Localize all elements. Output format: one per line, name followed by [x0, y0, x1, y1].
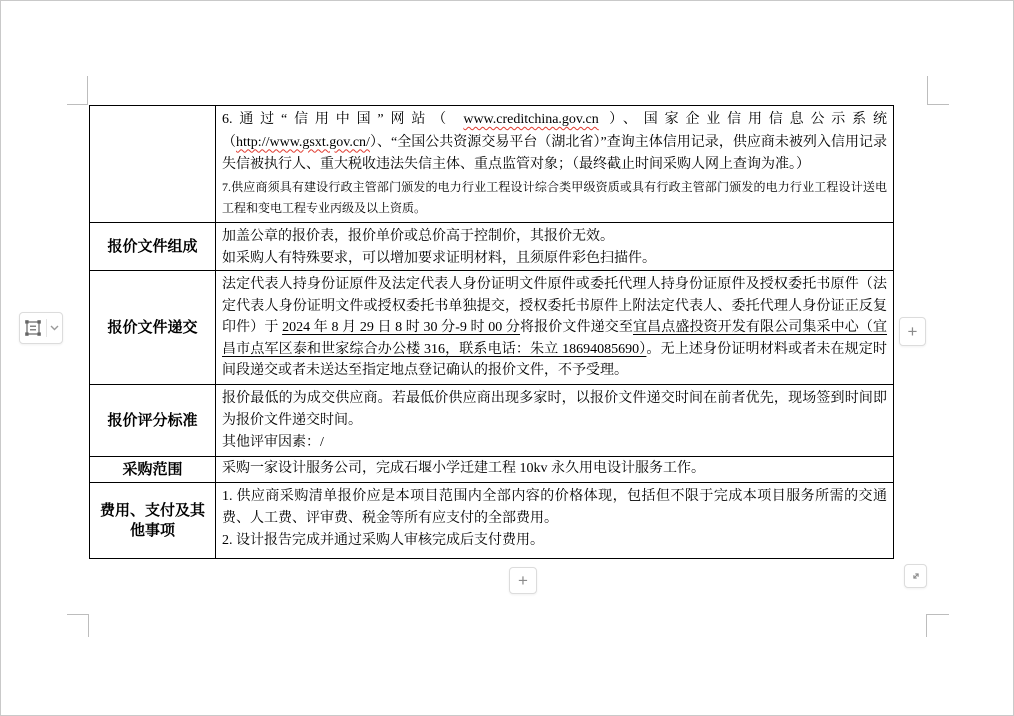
submission-deadline: 2024 年 8 月 29 日 8 时 30 分-9 时 00 分 [282, 320, 521, 335]
paragraph-qualification-requirement: 7.供应商须具有建设行政主管部门颁发的电力行业工程设计综合类甲级资质或具有行政主管部门颁发的电力行业工程设计送电工程和变电工程专业丙级及以上资质。 [222, 179, 887, 215]
creditchina-url: www.creditchina.gov.cn [463, 112, 599, 127]
table-row-quote-submission [90, 271, 893, 385]
row-content[interactable] [216, 483, 893, 558]
page-margin-mark-bottom-left [67, 614, 89, 637]
table-row-fees-payment [90, 483, 893, 558]
page-margin-mark-bottom-right [926, 614, 949, 637]
paragraph: 如采购人有特殊要求，可以增加要求证明材料，且须原件彩色扫描件。 [222, 251, 656, 266]
row-label: 报价文件组成 [90, 223, 216, 270]
paragraph: 1. 供应商采购清单报价应是本项目范围内全部内容的价格体现，包括但不限于完成本项目服务所需的交通费、人工费、评审费、税金等所有应支付的全部费用。 [222, 489, 887, 526]
table-resize-button[interactable] [904, 564, 927, 588]
table-row-procurement-scope [90, 457, 893, 483]
page-margin-mark-top-left [67, 76, 88, 105]
row-content[interactable] [216, 271, 893, 384]
procurement-notice-table [89, 105, 894, 559]
row-content[interactable] [216, 385, 893, 456]
row-content[interactable] [216, 223, 893, 270]
paragraph: 报价最低的为成交供应商。若最低价供应商出现多家时，以报价文件递交时间在前者优先，现场签到时间即为报价文件递交时间。 [222, 391, 887, 428]
paragraph: 加盖公章的报价表，报价单价或总价高于控制价，其报价无效。 [222, 229, 614, 244]
plus-icon: + [518, 570, 528, 590]
row-label: 采购范围 [90, 457, 216, 482]
row-label: 费用、支付及其他事项 [90, 483, 216, 558]
row-label: 报价评分标准 [90, 385, 216, 456]
paragraph-credit-check: 6.通过“信用中国”网站（ www.creditchina.gov.cn ）、国家企业信用信息公示系统（http://www.gsxt.gov.cn/）、“全国公共资源交易平台（湖北省）”查询主体信用记录，供应商未被列入信用记录失信被执行人、重大税收违法失信主体、重点监管对象；（最终截止时间采购人网上查询为准。） [222, 112, 888, 172]
row-label-empty [90, 106, 216, 222]
gsxt-url: http://www.gsxt.gov.cn/ [236, 134, 370, 150]
table-row-supplier-qualification-continued [90, 106, 893, 223]
paragraph-other-factors: 其他评审因素：/ [222, 435, 324, 450]
insert-row-button[interactable] [509, 567, 537, 594]
button-divider [46, 319, 47, 337]
paragraph: 2. 设计报告完成并通过采购人审核完成后支付费用。 [222, 533, 544, 548]
row-content[interactable] [216, 457, 893, 482]
resize-diagonal-icon [909, 569, 923, 583]
table-select-icon [23, 319, 43, 337]
table-tool-button[interactable] [19, 312, 63, 344]
row-label: 报价文件递交 [90, 271, 216, 384]
table-row-scoring-criteria [90, 385, 893, 457]
row-content[interactable] [216, 106, 893, 222]
paragraph-submission-details: 法定代表人持身份证原件及法定代表人身份证明文件原件或委托代理人持身份证原件及授权委托书原件（法定代表人身份证明文件或授权委托书单独提交，授权委托书原件上附法定代表人、委托代理人身份证正反复印件）于 2024 年 8 月 29 日 8 时 30 分-9 时 00 分将报价文件递交至宜昌点盛投资开发有限公司集采中心（宜昌市点军区泰和世家综合办公楼 316，联系电话：朱立 18694085690）。无上述身份证明材料或者未在规定时间段递交或者未送达至指定地点登记确认的报价文件，不予受理。 [222, 277, 888, 378]
chevron-down-icon[interactable] [50, 325, 59, 331]
plus-icon: + [907, 321, 918, 341]
page-margin-mark-top-right [927, 76, 949, 105]
paragraph: 采购一家设计服务公司，完成石堰小学迁建工程 10kv 永久用电设计服务工作。 [222, 461, 705, 476]
insert-column-button[interactable] [899, 317, 926, 346]
table-row-quote-composition [90, 223, 893, 271]
submission-address: 宜昌点盛投资开发有限公司集采中心（宜昌市点军区泰和世家综合办公楼 316，联系电话：朱立 18694085690） [222, 320, 888, 357]
